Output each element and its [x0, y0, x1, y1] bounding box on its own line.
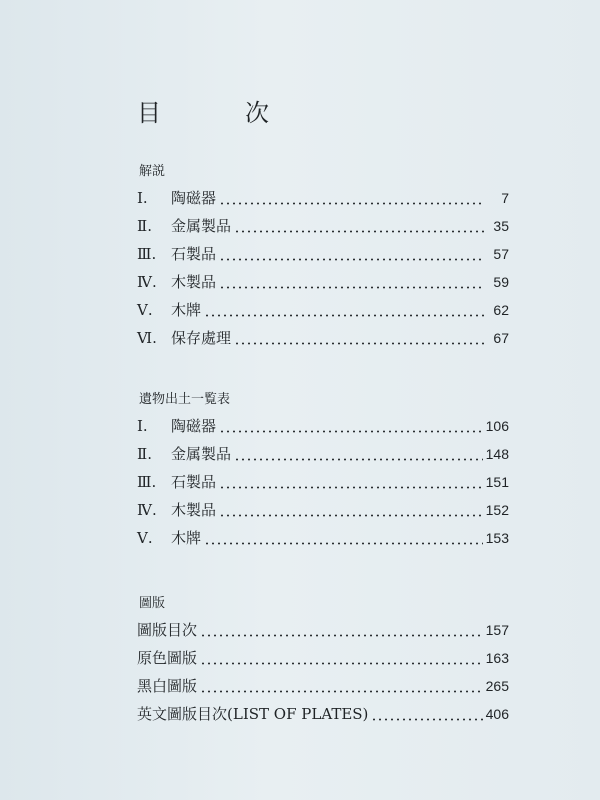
- entry-page-number: 67: [493, 330, 509, 346]
- entry-label: 保存處理: [171, 329, 232, 347]
- dot-leader: [219, 486, 483, 489]
- entry-numeral: Ⅵ.: [137, 329, 157, 347]
- entry-label: 石製品: [171, 245, 217, 263]
- section-kaisetsu: [137, 160, 509, 355]
- entry-label: 金属製品: [171, 445, 232, 463]
- entry-numeral: Ⅳ.: [137, 273, 157, 291]
- toc-entry[interactable]: [137, 527, 509, 555]
- section-zuhan: [137, 592, 509, 731]
- entry-page-number: 153: [485, 530, 509, 546]
- dot-leader: [219, 202, 484, 205]
- section-heading: 遺物出土一覧表: [139, 392, 231, 407]
- toc-entry[interactable]: [137, 443, 509, 471]
- entry-page-number: 265: [485, 678, 509, 694]
- entry-numeral: Ⅴ.: [137, 301, 153, 319]
- entry-numeral: Ⅰ.: [137, 417, 148, 435]
- entry-label: 木牌: [171, 301, 202, 319]
- page-title: 目 次: [137, 99, 299, 127]
- entry-page-number: 151: [485, 474, 509, 490]
- toc-entry[interactable]: [137, 243, 509, 271]
- entry-page-number: 157: [485, 622, 509, 638]
- entry-label: 英文圖版目次(LIST OF PLATES): [137, 705, 369, 723]
- entry-numeral: Ⅱ.: [137, 217, 152, 235]
- entry-numeral: Ⅴ.: [137, 529, 153, 547]
- entry-page-number: 152: [485, 502, 509, 518]
- toc-entry[interactable]: [137, 675, 509, 703]
- entry-label: 金属製品: [171, 217, 232, 235]
- entry-page-number: 7: [501, 190, 509, 206]
- dot-leader: [234, 342, 484, 345]
- entry-page-number: 59: [493, 274, 509, 290]
- entry-numeral: Ⅰ.: [137, 189, 148, 207]
- dot-leader: [371, 718, 482, 721]
- section-ichiran: [137, 388, 509, 555]
- toc-entry[interactable]: [137, 499, 509, 527]
- toc-entry[interactable]: [137, 471, 509, 499]
- section-heading: 圖版: [139, 596, 166, 611]
- entry-label: 木製品: [171, 501, 217, 519]
- dot-leader: [234, 230, 484, 233]
- entry-page-number: 406: [485, 706, 509, 722]
- entry-page-number: 148: [485, 446, 509, 462]
- toc-entry[interactable]: [137, 703, 509, 731]
- entry-label: 木製品: [171, 273, 217, 291]
- entry-label: 木牌: [171, 529, 202, 547]
- entry-page-number: 35: [493, 218, 509, 234]
- entry-numeral: Ⅱ.: [137, 445, 152, 463]
- dot-leader: [200, 662, 483, 665]
- entry-page-number: 57: [493, 246, 509, 262]
- toc-entry[interactable]: [137, 415, 509, 443]
- entry-label: 原色圖版: [137, 649, 198, 667]
- entry-label: 陶磁器: [171, 189, 217, 207]
- entry-numeral: Ⅲ.: [137, 473, 157, 491]
- entry-label: 黑白圖版: [137, 677, 198, 695]
- dot-leader: [219, 514, 483, 517]
- entry-numeral: Ⅲ.: [137, 245, 157, 263]
- dot-leader: [204, 542, 483, 545]
- entry-label: 圖版目次: [137, 621, 198, 639]
- dot-leader: [219, 286, 484, 289]
- dot-leader: [204, 314, 484, 317]
- dot-leader: [219, 430, 483, 433]
- toc-entry[interactable]: [137, 215, 509, 243]
- toc-entry[interactable]: [137, 299, 509, 327]
- entry-page-number: 62: [493, 302, 509, 318]
- dot-leader: [219, 258, 484, 261]
- dot-leader: [234, 458, 483, 461]
- entry-label: 石製品: [171, 473, 217, 491]
- toc-entry[interactable]: [137, 647, 509, 675]
- entry-numeral: Ⅳ.: [137, 501, 157, 519]
- entry-label: 陶磁器: [171, 417, 217, 435]
- toc-entry[interactable]: [137, 619, 509, 647]
- toc-entry[interactable]: [137, 271, 509, 299]
- section-heading: 解説: [139, 164, 166, 179]
- toc-entry[interactable]: [137, 187, 509, 215]
- toc-entry[interactable]: [137, 327, 509, 355]
- dot-leader: [200, 690, 483, 693]
- entry-page-number: 106: [485, 418, 509, 434]
- entry-page-number: 163: [485, 650, 509, 666]
- dot-leader: [200, 634, 483, 637]
